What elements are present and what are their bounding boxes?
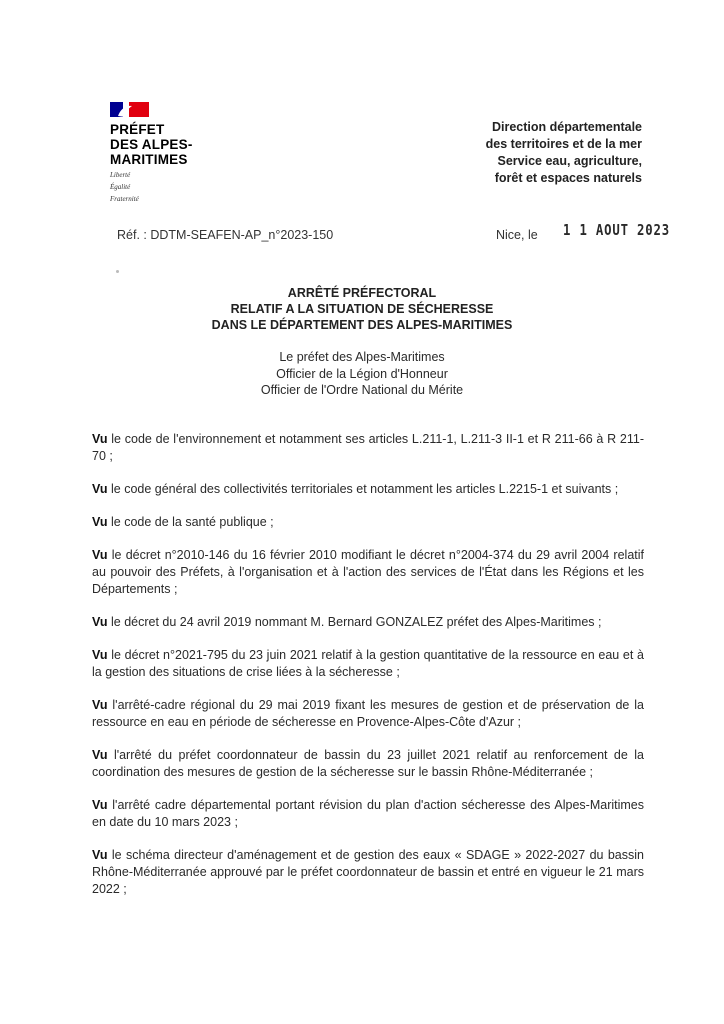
vu-label: Vu <box>92 848 108 862</box>
prefect-titles <box>0 349 724 399</box>
visa-paragraph <box>92 547 644 598</box>
logo-line-3: MARITIMES <box>110 152 188 167</box>
preamble-line-2: Officier de la Légion d'Honneur <box>276 366 448 381</box>
title-line-3: DANS LE DÉPARTEMENT DES ALPES-MARITIMES <box>211 318 513 332</box>
visa-text: l'arrêté du préfet coordonnateur de bassin du 23 juillet 2021 relatif au renforcement de la coordination des mesures de gestion de la sécheresse sur le bassin Rhône-Méditerranée ; <box>92 748 644 779</box>
visa-paragraph <box>92 431 644 465</box>
visa-text: le code de la santé publique ; <box>111 515 274 529</box>
prefet-logo <box>110 100 210 203</box>
issuing-service <box>486 119 642 187</box>
title-line-1: ARRÊTÉ PRÉFECTORAL <box>287 286 437 300</box>
date-stamp: 1 1 AOUT 2023 <box>563 221 670 239</box>
visa-paragraph <box>92 647 644 681</box>
reference-number: Réf. : DDTM-SEAFEN-AP_n°2023-150 <box>117 228 334 242</box>
visa-text: l'arrêté-cadre régional du 29 mai 2019 fixant les mesures de gestion et de préservation de la ressource en eau en période de sécheresse en Provence-Alpes-Côte d'Azur ; <box>92 698 644 729</box>
visa-paragraph <box>92 514 644 531</box>
visa-paragraph <box>92 481 644 498</box>
marianne-logo-icon <box>110 100 150 118</box>
preamble-line-3: Officier de l'Ordre National du Mérite <box>260 383 464 397</box>
visa-paragraph <box>92 614 644 631</box>
devise-line-3: Fraternité <box>110 195 139 203</box>
vu-label: Vu <box>92 432 108 446</box>
visa-text: le schéma directeur d'aménagement et de gestion des eaux « SDAGE » 2022-2027 du bassin Rhône-Méditerranée approuvé par le préfet coordonnateur de bassin et entré en vigueur le 21 mars 2022 ; <box>92 848 644 896</box>
visa-text: le décret du 24 avril 2019 nommant M. Bernard GONZALEZ préfet des Alpes-Maritimes ; <box>111 615 602 629</box>
devise-line-1: Liberté <box>110 171 131 179</box>
vu-label: Vu <box>92 515 108 529</box>
visa-text: le décret n°2010-146 du 16 février 2010 modifiant le décret n°2004-374 du 29 avril 2004 relatif au pouvoir des Préfets, à l'organisation et à l'action des services de l'État dans les Régions et les Départements ; <box>92 548 644 596</box>
vu-label: Vu <box>92 798 108 812</box>
visa-paragraph <box>92 747 644 781</box>
visa-text: l'arrêté cadre départemental portant révision du plan d'action sécheresse des Alpes-Maritimes en date du 10 mars 2023 ; <box>92 798 644 829</box>
vu-label: Vu <box>92 698 108 712</box>
vu-label: Vu <box>92 748 108 762</box>
vu-label: Vu <box>92 482 108 496</box>
title-line-2: RELATIF A LA SITUATION DE SÉCHERESSE <box>230 302 494 316</box>
scan-speck <box>116 270 119 273</box>
visa-paragraph <box>92 847 644 898</box>
direction-line-2: des territoires et de la mer <box>485 137 642 151</box>
visa-text: le code général des collectivités territoriales et notamment les articles L.2215-1 et suivants ; <box>111 482 619 496</box>
vu-label: Vu <box>92 648 108 662</box>
direction-line-4: forêt et espaces naturels <box>494 171 642 185</box>
visa-text: le décret n°2021-795 du 23 juin 2021 relatif à la gestion quantitative de la ressource en eau et à la gestion des situations de crise liées à la sécheresse ; <box>92 648 644 679</box>
logo-line-1: PRÉFET <box>110 122 165 137</box>
direction-line-3: Service eau, agriculture, <box>497 154 642 168</box>
direction-line-1: Direction départementale <box>491 120 642 134</box>
vu-label: Vu <box>92 548 108 562</box>
visas-list <box>92 431 644 914</box>
preamble-line-1: Le préfet des Alpes-Maritimes <box>279 350 445 364</box>
place-label: Nice, le <box>496 228 538 242</box>
vu-label: Vu <box>92 615 108 629</box>
visa-paragraph <box>92 697 644 731</box>
visa-paragraph <box>92 797 644 831</box>
logo-line-2: DES ALPES- <box>110 137 193 152</box>
visa-text: le code de l'environnement et notamment ses articles L.211-1, L.211-3 II-1 et R 211-66 à R 211-70 ; <box>92 432 644 463</box>
decree-title <box>0 285 724 333</box>
devise-line-2: Égalité <box>110 183 131 191</box>
